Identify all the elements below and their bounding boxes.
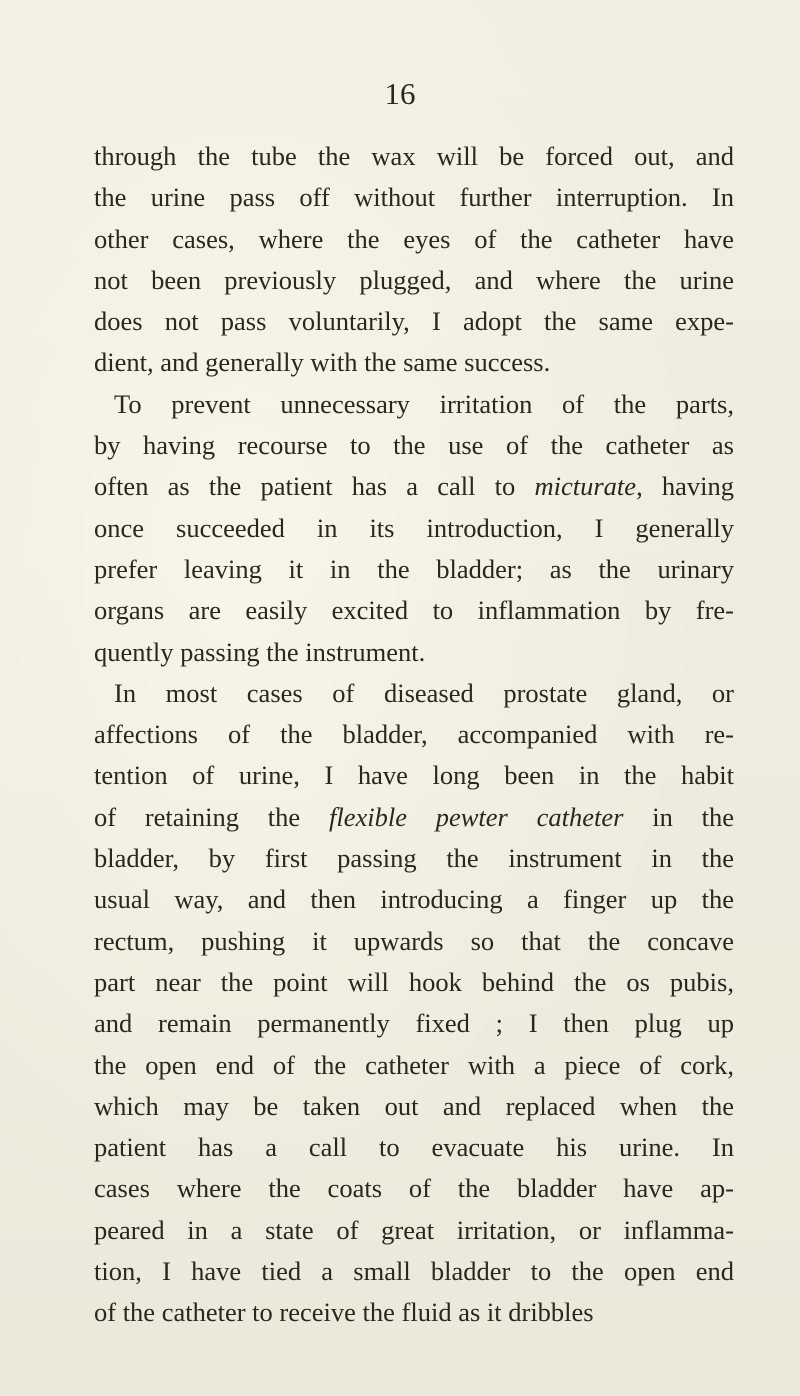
text-segment: does not pass voluntarily, I adopt the same expe- — [94, 306, 734, 337]
text-segment: tention of urine, I have long been in the habit — [94, 760, 734, 791]
text-segment: by having recourse to the use of the catheter as — [94, 430, 734, 461]
text-line — [94, 1003, 734, 1044]
text-line — [94, 1292, 734, 1333]
text-segment: organs are easily excited to inflammation by fre- — [94, 595, 734, 626]
text-segment: quently passing the instrument. — [94, 636, 426, 667]
text-line — [94, 177, 734, 218]
text-line — [94, 384, 734, 425]
text-segment: usual way, and then introducing a finger up the — [94, 884, 734, 915]
text-segment: often as the patient has a call to — [94, 471, 535, 502]
text-line — [94, 1045, 734, 1086]
text-line — [94, 508, 734, 549]
text-line — [94, 425, 734, 466]
text-line — [94, 219, 734, 260]
text-line — [94, 962, 734, 1003]
text-segment: through the tube the wax will be forced out, and — [94, 141, 734, 171]
text-segment: To prevent unnecessary irritation of the parts, — [114, 388, 734, 419]
text-line — [94, 1210, 734, 1251]
text-line — [94, 1127, 734, 1168]
text-segment: , having — [636, 471, 734, 502]
text-segment: bladder, by first passing the instrument in the — [94, 843, 734, 874]
text-line — [94, 797, 734, 838]
text-segment: of the catheter to receive the fluid as it dribbles — [94, 1297, 594, 1328]
text-line — [94, 714, 734, 755]
body-text — [94, 136, 734, 1334]
text-segment: prefer leaving it in the bladder; as the urinary — [94, 553, 734, 584]
text-segment: in the — [623, 801, 734, 832]
text-line — [94, 755, 734, 796]
text-line — [94, 342, 734, 383]
text-segment: the open end of the catheter with a piece of cork, — [94, 1049, 734, 1080]
text-segment: of retaining the — [94, 801, 329, 832]
text-segment: cases where the coats of the bladder have ap- — [94, 1173, 734, 1204]
text-segment: other cases, where the eyes of the catheter have — [94, 223, 734, 254]
text-line — [94, 838, 734, 879]
text-line — [94, 632, 734, 673]
page-number: 16 — [384, 76, 416, 111]
text-line — [94, 921, 734, 962]
text-line — [94, 673, 734, 714]
text-segment: patient has a call to evacuate his urine. In — [94, 1132, 734, 1163]
text-line — [94, 466, 734, 507]
text-line — [94, 549, 734, 590]
text-segment: once succeeded in its introduction, I generally — [94, 512, 734, 543]
text-segment: not been previously plugged, and where the urine — [94, 264, 734, 295]
text-segment: part near the point will hook behind the os pubis, — [94, 966, 734, 997]
text-line — [94, 1168, 734, 1209]
text-segment: affections of the bladder, accompanied with re- — [94, 719, 734, 750]
text-segment: peared in a state of great irritation, or inflamma- — [94, 1214, 734, 1245]
text-segment: and remain permanently fixed ; I then plug up — [94, 1008, 734, 1039]
text-line — [94, 260, 734, 301]
text-line — [94, 590, 734, 631]
italic-text: micturate — [534, 471, 637, 502]
text-line — [94, 301, 734, 342]
text-segment: tion, I have tied a small bladder to the open end — [94, 1256, 734, 1287]
text-line — [94, 136, 734, 177]
text-line — [94, 879, 734, 920]
italic-text: flexible pewter catheter — [328, 801, 624, 832]
text-line — [94, 1251, 734, 1292]
text-line — [94, 1086, 734, 1127]
text-segment: dient, and generally with the same success. — [94, 347, 551, 378]
text-segment: which may be taken out and replaced when the — [94, 1090, 734, 1121]
text-segment: In most cases of diseased prostate gland, or — [114, 677, 734, 708]
text-segment: the urine pass off without further interruption. In — [94, 182, 734, 213]
text-segment: rectum, pushing it upwards so that the concave — [94, 925, 734, 956]
